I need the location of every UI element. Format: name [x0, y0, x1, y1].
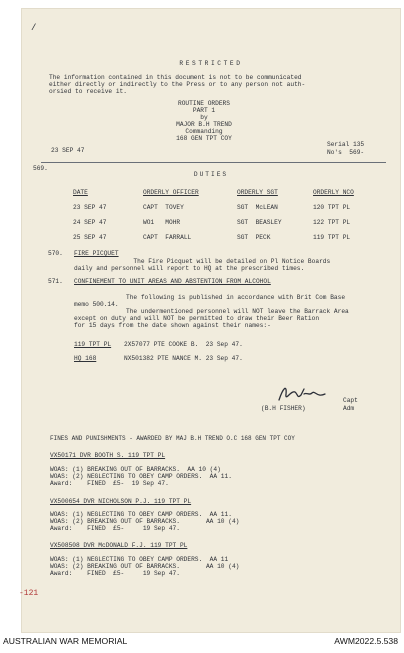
confinement-unit: 119 TPT PL — [74, 341, 112, 348]
fines-heading: FINES AND PUNISHMENTS - AWARDED BY MAJ B.H TREND O.C 168 GEN TPT COY — [50, 435, 295, 442]
document-page — [21, 8, 401, 633]
section-number-571: 571. — [48, 278, 63, 285]
punishment-line: Award: FINED £5- 19 Sep 47. — [50, 570, 180, 577]
punishment-header: VX50171 DVR BOOTH S. 119 TPT PL — [50, 452, 166, 459]
order-title-3: by — [200, 114, 208, 121]
duty-date: 24 SEP 47 — [73, 219, 107, 226]
signature-rank: Capt — [343, 397, 358, 404]
duties-heading: DUTIES — [193, 171, 229, 178]
duty-nco: 122 TPT PL — [313, 219, 351, 226]
confinement-line-4: except on duty and will NOT be permitted to draw their Beer Ration — [74, 315, 320, 322]
duties-col-nco: ORDERLY NCO — [313, 189, 354, 196]
punishment-line: WOAS: (1) NEGLECTING TO OBEY CAMP ORDERS. AA 11. — [50, 511, 232, 518]
duties-col-officer: ORDERLY OFFICER — [143, 189, 199, 196]
confinement-line-3: The undermentioned personnel will NOT leave the Barrack Area — [74, 308, 349, 315]
duty-sgt: SGT PECK — [237, 234, 271, 241]
archive-source: AUSTRALIAN WAR MEMORIAL — [3, 636, 128, 646]
classification-header: RESTRICTED — [179, 60, 243, 67]
punishment-line: WOAS: (1) NEGLECTING TO OBEY CAMP ORDERS. AA 11 — [50, 556, 229, 563]
margin-mark: / — [31, 23, 37, 33]
margin-note: -121 — [19, 589, 39, 598]
duties-col-date: DATE — [73, 189, 88, 196]
duty-officer: CAPT TOVEY — [143, 204, 184, 211]
fire-picquet-line-1: The Fire Picquet will be detailed on Pl Notice Boards — [74, 258, 331, 265]
confinement-heading: CONFINEMENT TO UNIT AREAS AND ABSTENTION FROM ALCOHOL — [74, 278, 271, 285]
archive-reference: AWM2022.5.538 — [334, 636, 398, 646]
serial-number: Serial 135 — [327, 141, 365, 148]
duty-officer: WO1 MOHR — [143, 219, 181, 226]
section-number-569: 569. — [33, 165, 48, 172]
duty-sgt: SGT BEASLEY — [237, 219, 282, 226]
order-title-1: ROUTINE ORDERS — [178, 100, 230, 107]
order-title-6: 168 GEN TPT COY — [176, 135, 232, 142]
order-title-2: PART 1 — [192, 107, 216, 114]
notice-line-2: either directly or indirectly to the Press or to any person not auth- — [49, 81, 306, 88]
fire-picquet-line-2: daily and personnel will report to HQ at the prescribed times. — [74, 265, 305, 272]
punishment-line: Award: FINED £5- 19 Sep 47. — [50, 480, 169, 487]
punishment-line: WOAS: (1) BREAKING OUT OF BARRACKS. AA 10 (4) — [50, 466, 221, 473]
confinement-line-2: memo 500.14. — [74, 301, 119, 308]
duty-date: 23 SEP 47 — [73, 204, 107, 211]
duty-sgt: SGT McLEAN — [237, 204, 278, 211]
duties-col-sgt: ORDERLY SGT — [237, 189, 278, 196]
serial-nos: No's 569- — [327, 149, 365, 156]
confinement-line-5: for 15 days from the date shown against their names:- — [74, 322, 271, 329]
confinement-entry: NX501382 PTE NANCE M. 23 Sep 47. — [124, 355, 243, 362]
punishment-line: WOAS: (2) BREAKING OUT OF BARRACKS. AA 10 (4) — [50, 563, 240, 570]
fire-picquet-heading: FIRE PICQUET — [74, 250, 119, 257]
punishment-line: Award: FINED £5- 19 Sep 47. — [50, 525, 180, 532]
notice-line-1: The information contained in this document is not to be communicated — [49, 74, 302, 81]
confinement-line-1: The following is published in accordance with Brit Com Base — [74, 294, 346, 301]
signature-role: Adm — [343, 405, 355, 412]
punishment-line: WOAS: (2) BREAKING OUT OF BARRACKS. AA 10 (4) — [50, 518, 240, 525]
duty-nco: 120 TPT PL — [313, 204, 351, 211]
duty-officer: CAPT FARRALL — [143, 234, 192, 241]
punishment-line: WOAS: (2) NEGLECTING TO OBEY CAMP ORDERS. AA 11. — [50, 473, 232, 480]
handwritten-signature — [273, 380, 343, 406]
confinement-unit: HQ 168 — [74, 355, 97, 362]
order-title-5: Commanding — [185, 128, 223, 135]
signature-name: (B.H FISHER) — [261, 405, 306, 412]
section-number-570: 570. — [48, 250, 63, 257]
divider — [41, 162, 386, 163]
order-date: 23 SEP 47 — [51, 147, 85, 154]
punishment-header: VX500654 DVR NICHOLSON P.J. 119 TPT PL — [50, 498, 192, 505]
confinement-entry: 2X57077 PTE COOKE B. 23 Sep 47. — [124, 341, 243, 348]
duty-date: 25 SEP 47 — [73, 234, 107, 241]
punishment-header: VX508508 DVR McDONALD F.J. 119 TPT PL — [50, 542, 188, 549]
notice-line-3: orsied to receive it. — [49, 88, 127, 95]
duty-nco: 119 TPT PL — [313, 234, 351, 241]
order-title-4: MAJOR B.H TREND — [176, 121, 232, 128]
